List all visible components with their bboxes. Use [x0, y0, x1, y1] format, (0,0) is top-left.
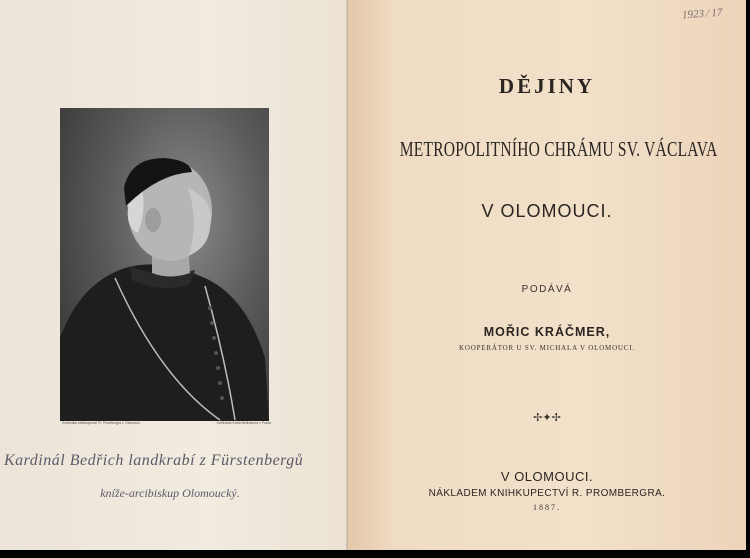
title-page [348, 0, 746, 550]
portrait-caption-name: Kardinál Bedřich landkrabí z Fürstenbergů [4, 452, 304, 469]
ornament-icon: ✢✦✢ [533, 412, 561, 424]
imprint-place: V OLOMOUCI. [500, 469, 594, 484]
photo-credit-left: Světlotisk knihkupectví R. Prombergra v Olomouci. [62, 421, 141, 425]
book-subtitle: METROPOLITNÍHO CHRÁMU SV. VÁCLAVA [399, 137, 718, 161]
imprint-year: 1887. [533, 503, 561, 512]
frontispiece-page [0, 0, 350, 550]
author-name: MOŘIC KRÁČMER, [483, 325, 611, 339]
book-title: DĚJINY [498, 74, 596, 98]
photo-credit-right: Světlotisk Karla Bellmanna v Praze. [216, 421, 272, 425]
book-location: V OLOMOUCI. [481, 201, 613, 221]
cardinal-portrait [60, 108, 269, 421]
presented-by: PODÁVÁ [521, 284, 573, 295]
portrait-caption-title: kníže-arcibiskup Olomoucký. [100, 486, 240, 500]
photo-credits [62, 421, 272, 425]
imprint-publisher: NÁKLADEM KNIHKUPECTVÍ R. PROMBERGRA. [428, 488, 666, 499]
pencil-note: 1923 ∕ 17 [681, 6, 723, 22]
author-role: KOOPERÁTOR U SV. MICHALA V OLOMOUCI. [459, 344, 635, 352]
